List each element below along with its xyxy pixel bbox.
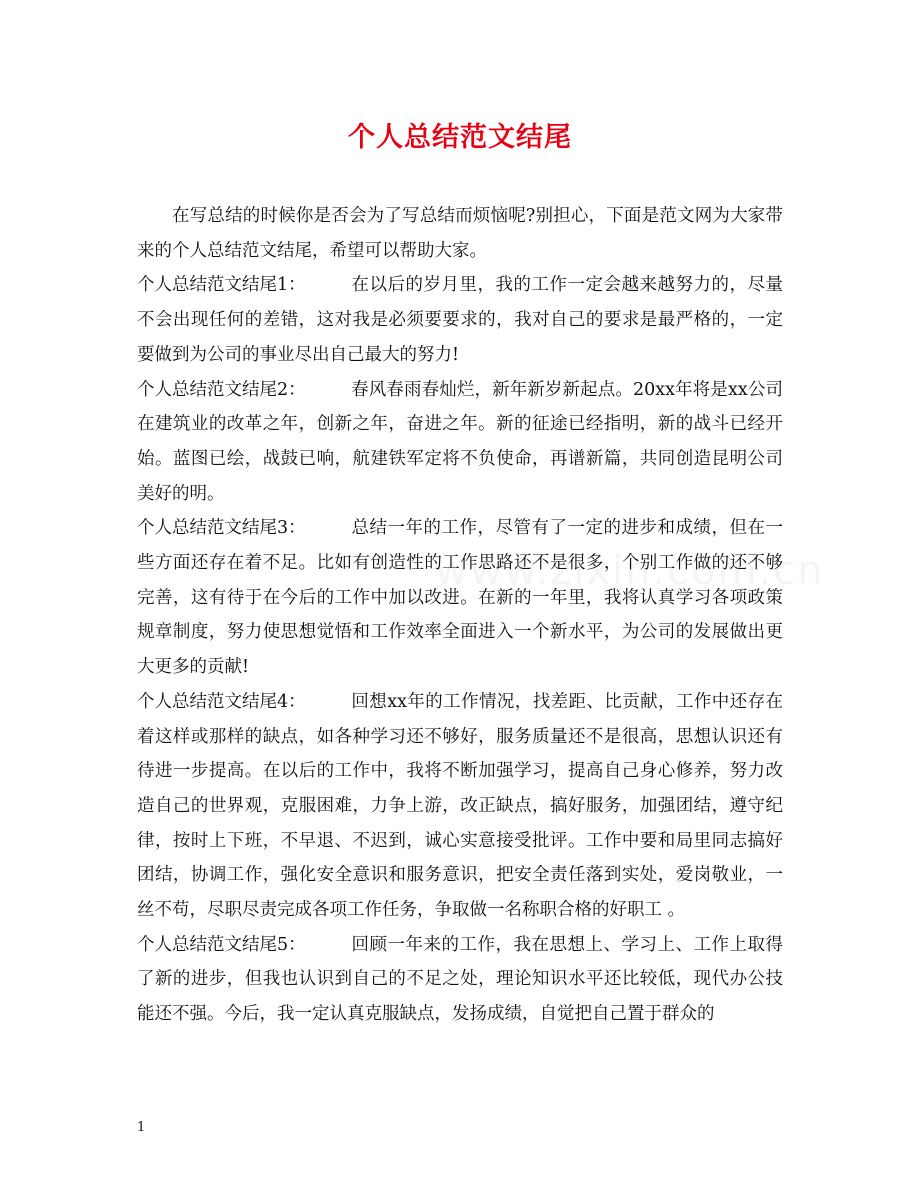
section-text: 在以后的岁月里，我的工作一定会越来越努力的，尽量不会出现任何的差错，这对我是必须要要求的，我对自己的要求是最严格的，一定要做到为公司的事业尽出自己最大的努力! [137,275,783,365]
section-label: 个人总结范文结尾4： [137,691,306,712]
section-label: 个人总结范文结尾1： [137,275,306,296]
section-3 [137,511,783,685]
section-text: 回顾一年来的工作，我在思想上、学习上、工作上取得了新的进步，但我也认识到自己的不足之处，理论知识水平还比较低，现代办公技能还不强。今后，我一定认真克服缺点，发扬成绩，自觉把自己置于群众的 [137,934,783,1025]
document-title: 个人总结范文结尾 [348,122,572,153]
section-2 [137,373,783,512]
section-text: 回想xx年的工作情况，找差距、比贡献，工作中还存在着这样或那样的缺点，如各种学习还不够好，服务质量还不是很高，思想认识还有待进一步提高。在以后的工作中，我将不断加强学习，提高自己身心修养，努力改造自己的世界观，克服困难，力争上游，改正缺点，搞好服务，加强团结，遵守纪律，按时上下班，不早退、不迟到，诚心实意接受批评。工作中要和局里同志搞好团结，协调工作，强化安全意识和服务意识，把安全责任落到实处，爱岗敬业，一丝不苟，尽职尽责完成各项工作任务，争取做一名称职合格的好职工 。 [137,691,783,921]
intro-paragraph: 在写总结的时候你是否会为了写总结而烦恼呢?别担心，下面是范文网为大家带来的个人总结范文结尾，希望可以帮助大家。 [137,206,783,261]
section-label: 个人总结范文结尾3： [137,518,306,539]
section-5 [137,928,783,1032]
section-1 [137,268,783,372]
section-text: 春风春雨春灿烂，新年新岁新起点。20xx年将是xx公司在建筑业的改革之年，创新之年，奋进之年。新的征途已经指明，新的战斗已经开始。蓝图已绘，战鼓已响，航建铁军定将不负使命，再谱新篇，共同创造昆明公司美好的明。 [137,379,783,504]
section-4 [137,685,783,928]
section-text: 总结一年的工作，尽管有了一定的进步和成绩，但在一些方面还存在着不足。比如有创造性的工作思路还不是很多，个别工作做的还不够完善，这有待于在今后的工作中加以改进。在新的一年里，我将认真学习各项政策规章制度，努力使思想觉悟和工作效率全面进入一个新水平，为公司的发展做出更大更多的贡献! [137,518,783,678]
page-number: 1 [137,1120,146,1135]
section-label: 个人总结范文结尾5： [137,934,306,955]
section-label: 个人总结范文结尾2： [137,379,306,400]
document-body [137,199,783,1032]
